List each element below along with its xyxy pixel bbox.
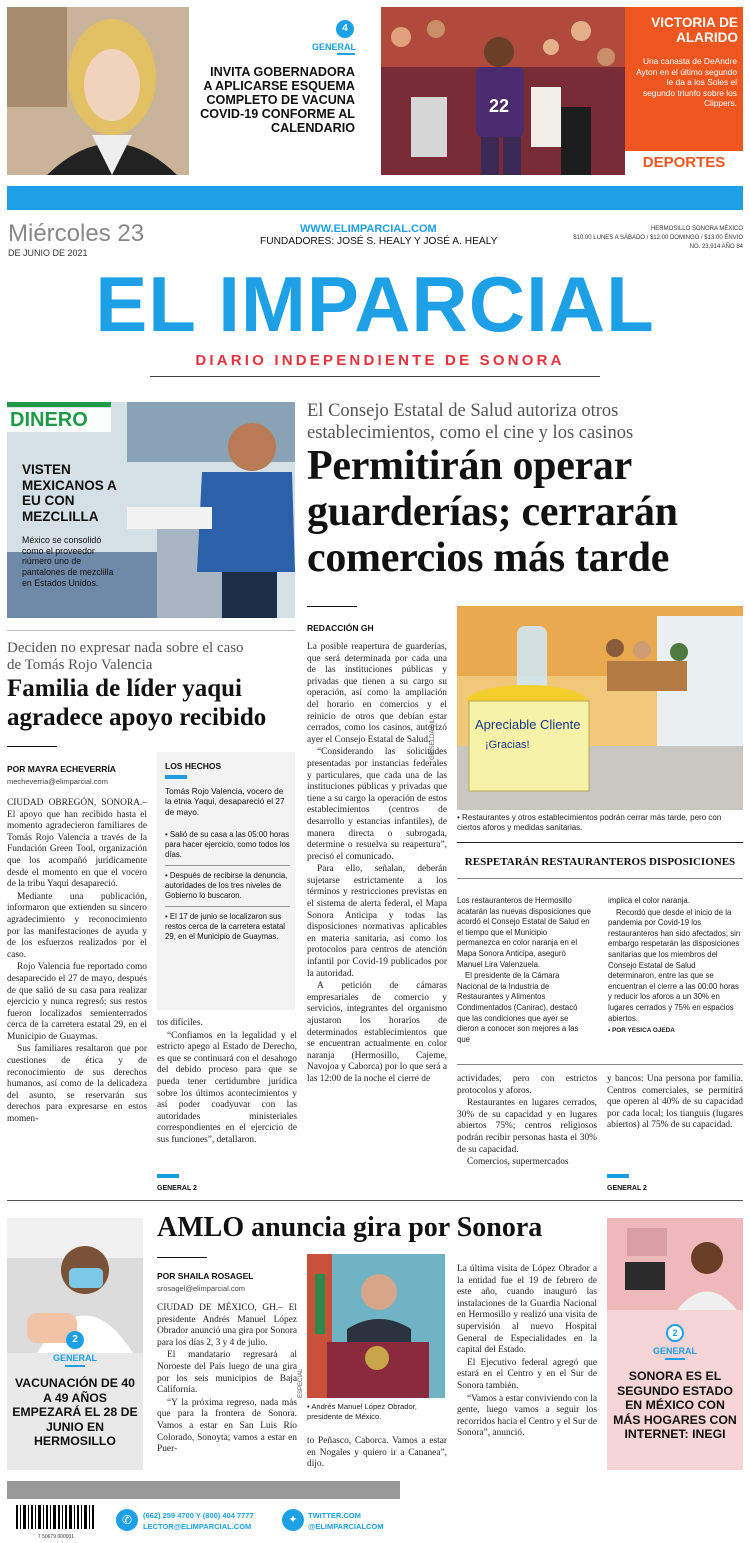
yaqui-top-rule bbox=[7, 630, 295, 631]
masthead-founders: FUNDADORES: JOSÉ S. HEALY Y JOSÉ A. HEALY bbox=[260, 236, 498, 247]
yaqui-col2-p1: tos difíciles. bbox=[157, 1018, 203, 1028]
internet-section: GENERAL bbox=[652, 1346, 697, 1356]
lead-col2 bbox=[457, 1074, 597, 1169]
footer-gray-band bbox=[7, 1481, 400, 1499]
facts-item-1: • Salió de su casa a las 05:00 horas para hacer ejercicio, como todos los días. bbox=[165, 830, 290, 859]
basketball-player-icon bbox=[381, 7, 625, 175]
vaccine-section-rule bbox=[65, 1365, 85, 1367]
yaqui-p3: Rojo Valencia fue reportado como desaparecido el 27 de mayo, después de que salió de su casa para realizar ejercicio y nunca regresó; sus restos fueron localizados semienterrados cerca de la carretera estatal 29, en el Municipio de Guaymas. bbox=[7, 962, 147, 1042]
yaqui-continued[interactable] bbox=[157, 1165, 197, 1192]
masthead-website[interactable]: WWW.ELIMPARCIAL.COM bbox=[300, 223, 437, 235]
yaqui-p2: Mediante una publicación, informaron que extienden su sincero agradecimiento y reconocimiento por las manifestaciones de ayuda y de los esfuerzos realizados por el caso. bbox=[7, 891, 147, 960]
sports-headline: VICTORIA DE ALARIDO bbox=[651, 15, 738, 45]
amlo-col3-p3: “Vamos a estar conviviendo con la gente, luego vamos a seguir los recorridos hacia el Centro y el Sur de Sonora”, anunció. bbox=[457, 1393, 597, 1439]
yaqui-headline[interactable]: Familia de líder yaqui agradece apoyo recibido bbox=[7, 675, 267, 731]
president-podium-icon bbox=[307, 1254, 445, 1398]
lead-headline[interactable]: Permitirán operar guarderías; cerrarán comercios más tarde bbox=[307, 443, 678, 581]
lead-byline: REDACCIÓN GH bbox=[307, 623, 374, 633]
amlo-byline-rule bbox=[157, 1257, 207, 1258]
lead-continued[interactable] bbox=[607, 1165, 647, 1192]
lead-col1-p4: A petición de cámaras empresariales de comercio y servicios, integrantes del organismo ajustaron los horarios de determinados establecimientos que se encuentran actualmente en color naranja (Hermosillo, Cajeme, Navojoa y Caborca) por lo que será a las 12:00 de la noche el cierre de bbox=[307, 981, 447, 1084]
facts-title: LOS HECHOS bbox=[165, 761, 222, 771]
lead-col2-p3: Comercios, supermercados bbox=[467, 1157, 569, 1168]
masthead-info2: $10.00 LUNES A SÁBADO / $12.00 DOMINGO / $13.00 ÉNVIO bbox=[573, 235, 743, 241]
masthead-title: EL IMPARCIAL bbox=[95, 260, 655, 348]
vaccine-number-badge: 2 bbox=[66, 1331, 84, 1349]
box-col1-p1: Los restauranteros de Hermosillo acatarán las nuevas disposiciones que acordó el Consejo Estatal de Salud en el tiempo que el Municipio permanezca en color naranja en el Mapa Sonora Anticipa, aseguró Manuel Lira Valenzuela. bbox=[457, 896, 591, 969]
box-col2 bbox=[608, 896, 743, 1037]
box-top-rule bbox=[457, 842, 743, 843]
dinero-text: México se consolidó como el proveedor número uno de pantalones de mezclilla en Estados Unidos. bbox=[22, 535, 114, 588]
lead-byline-rule bbox=[307, 606, 357, 607]
internet-headline[interactable]: SONORA ES EL SEGUNDO ESTADO EN MÉXICO CON MÁS HOGARES CON INTERNET: INEGI bbox=[613, 1369, 737, 1441]
box-title-rule bbox=[457, 878, 743, 879]
footer-phone: (662) 259 4700 Y (800) 404 7777 bbox=[143, 1511, 254, 1520]
story1-section: GENERAL bbox=[311, 42, 356, 52]
facts-intro: Tomás Rojo Valencia, vocero de la etnia Yaqui, desapareció el 27 de mayo. bbox=[165, 786, 285, 817]
twitter-icon: ✦ bbox=[282, 1509, 304, 1531]
yaqui-p4: Sus familiares resaltaron que por cuestiones de ética y de reconocimiento de sus derechos humanos, así como de la delicadeza del asunto, se reservarán sus derechos para expresarse en estos momen- bbox=[7, 1044, 147, 1125]
yaqui-continued-label: GENERAL 2 bbox=[157, 1185, 197, 1192]
footer-barcode bbox=[14, 1505, 98, 1540]
masthead-info3: NO. 23,914 AÑO 84 bbox=[689, 244, 743, 250]
amlo-col1-p2: El mandatario regresará al Noroeste del País luego de una gira por los seis municipios de Baja California. bbox=[157, 1350, 297, 1396]
internet-section-rule bbox=[665, 1358, 685, 1360]
restaurant-icon bbox=[457, 606, 743, 810]
lead-photo-credit: GRISELDA GIL bbox=[430, 718, 436, 760]
dinero-headline[interactable]: VISTEN MEXICANOS A EU CON MEZCLILLA bbox=[22, 462, 117, 524]
amlo-col1-p3: “Y la próxima regreso, nada más que para la frontera de Sonora. Vamos a estar en San Luis Río Colorado, Sonoyta; vamos a estar en Puer- bbox=[157, 1397, 297, 1455]
yaqui-col2 bbox=[157, 1018, 297, 1147]
yaqui-col2-p2: “Confiamos en la legalidad y el estricto apego al Estado de Derecho, es que se continuará con el desahogo del debido proceso para que se pueda tener certidumbre jurídica sobre los últimos acontecimientos y así poder coadyuvar con las autoridades ministeriales correspondientes en el ejercicio de sus funciones”, detallaron. bbox=[157, 1030, 297, 1145]
sports-photo bbox=[381, 7, 625, 175]
lead-photo bbox=[457, 606, 743, 810]
dinero-section: DINERO bbox=[7, 408, 111, 432]
lead-col3-p1: y bancos: Una persona por familia. Centros comerciales, se permitirá que operen al 40% de su capacidad por cada local; los tianguis (lugares abiertos) al 75% de su capacidad. bbox=[607, 1074, 743, 1131]
story1-section-rule bbox=[337, 53, 355, 55]
facts-item-3: • El 17 de junio se localizaron sus restos cerca de la carretera estatal 29, en el Municipio de Guaymas. bbox=[165, 912, 286, 941]
yaqui-email: mecheverria@elimparcial.com bbox=[7, 777, 108, 786]
dinero-green-bar bbox=[7, 402, 111, 407]
box-col2-p2: Recordó que desde el inicio de la pandemia por Covid-19 los restauranteros han sido afectados; sin embargo respetarán las disposiciones sanitarias que los miembros del Consejo Estatal de Salud determinaron, entre las que se encuentran el cierre a las 00:00 horas y reducir los aforos a un 30% en lugares cerrados y 75% en espacios abiertos. bbox=[608, 907, 741, 1023]
section-divider bbox=[7, 1200, 743, 1201]
lead-col3 bbox=[607, 1074, 743, 1132]
yaqui-byline: POR MAYRA ECHEVERRÍA bbox=[7, 764, 116, 774]
story1-number-badge: 4 bbox=[336, 20, 354, 38]
yaqui-continued-tag bbox=[157, 1174, 179, 1178]
lead-col1-p3: Para ello, señalan, deberán sujetarse estrictamente a los términos y restricciones previstas en el sistema de alerta federal, el Mapa Sonora Anticipa y todas las disposiciones normativas aplicables en materia sanitaria, así como los protocolos para centros de atención infantil por Covid-19 publicados por la autoridad. bbox=[307, 864, 447, 979]
yaqui-col1 bbox=[7, 798, 147, 1126]
masthead-weekday: Miércoles bbox=[8, 220, 111, 247]
amlo-email: srosagel@elimparcial.com bbox=[157, 1284, 246, 1293]
amlo-col3 bbox=[457, 1264, 597, 1440]
masthead-info1: HERMOSILLO SONORA MÉXICO bbox=[650, 226, 743, 232]
masthead-subtitle: DIARIO INDEPENDIENTE DE SONORA bbox=[195, 352, 565, 369]
lead-kicker: El Consejo Estatal de Salud autoriza otros establecimientos, como el cine y los casinos bbox=[307, 401, 634, 443]
box-col2-p1: implica el color naranja. bbox=[608, 896, 690, 905]
lead-photo-caption: • Restaurantes y otros establecimientos podrán cerrar más tarde, pero con ciertos aforos y medidas sanitarias. bbox=[457, 813, 722, 832]
footer-twitter: TWITTER.COM bbox=[308, 1511, 361, 1520]
svg-text:22: 22 bbox=[489, 96, 510, 116]
laptop-family-icon bbox=[607, 1218, 743, 1310]
story1-headline[interactable]: INVITA GOBERNADORA A APLICARSE ESQUEMA COMPLETO DE VACUNA COVID-19 CONFORME AL CALENDARIO bbox=[200, 65, 355, 135]
amlo-col3-p2: El Ejecutivo federal agregó que estará en el Centro y en el Sur de Sonora también. bbox=[457, 1357, 597, 1391]
footer-email[interactable]: LECTOR@ELIMPARCIAL.COM bbox=[143, 1522, 252, 1531]
amlo-photo-credit: ESPECIAL bbox=[298, 1368, 304, 1398]
lead-col1-p2: “Considerando las solicitudes presentadas por instancias federales y particulares, que cada una de las instituciones públicas y privadas que tiene a su cargo la operación de estos establecimientos (centros de desarrollo y estancias infantiles), de manera directa o subrogada, determine o resuelva su reapertura”, precisó el comunicado. bbox=[307, 747, 447, 862]
amlo-col2-p1: to Peñasco, Caborca. Vamos a estar en Nogales y quiero ir a Cananea”, dijo. bbox=[307, 1436, 447, 1470]
masthead-date: DE JUNIO DE 2021 bbox=[8, 248, 88, 258]
facts-item-2: • Después de recibirse la denuncia, autoridades de los tres niveles de Gobierno lo buscaron. bbox=[165, 871, 288, 900]
governor-photo bbox=[7, 7, 189, 175]
sign-line2: ¡Gracias! bbox=[485, 739, 530, 751]
sports-section-link[interactable]: DEPORTES bbox=[625, 151, 743, 175]
amlo-col1 bbox=[157, 1303, 297, 1456]
vaccine-section: GENERAL bbox=[52, 1353, 97, 1363]
amlo-headline[interactable]: AMLO anuncia gira por Sonora bbox=[157, 1212, 543, 1243]
lead-col2-p1: actividades, pero con estrictos protocolos y aforos. bbox=[457, 1074, 597, 1096]
lead-continued-label: GENERAL 2 bbox=[607, 1185, 647, 1192]
amlo-photo-caption: • Andrés Manuel López Obrador, presidente de México. bbox=[307, 1402, 417, 1421]
internet-number-badge: 2 bbox=[666, 1324, 684, 1342]
box-col2-byline: • POR YESICA OJEDA bbox=[608, 1027, 675, 1035]
box-col1 bbox=[457, 896, 591, 1045]
barcode-icon bbox=[14, 1505, 98, 1529]
amlo-photo bbox=[307, 1254, 445, 1398]
sports-text: Una canasta de DeAndre Ayton en el último segundo le da a los Soles el segundo triunfo sobre los Clippers. bbox=[636, 56, 737, 109]
facts-tag bbox=[165, 775, 187, 779]
box-col1-p2: El presidente de la Cámara Nacional de la Industria de Restaurantes y Alimentos Condimentados (Canirac), destacó que las condiciones que ayer se dieron a conocer son mejores a las que bbox=[457, 971, 579, 1044]
lead-continued-tag bbox=[607, 1174, 629, 1178]
amlo-byline: POR SHAILA ROSAGEL bbox=[157, 1271, 254, 1281]
masthead-rule bbox=[150, 376, 600, 377]
phone-icon: ✆ bbox=[116, 1509, 138, 1531]
vaccine-headline[interactable]: VACUNACIÓN DE 40 A 49 AÑOS EMPEZARÁ EL 28 DE JUNIO EN HERMOSILLO bbox=[12, 1376, 138, 1448]
box-bottom-rule bbox=[457, 1064, 743, 1065]
sign-line1: Apreciable Cliente bbox=[475, 717, 581, 732]
top-blue-band bbox=[7, 186, 743, 210]
lead-col2-p2: Restaurantes en lugares cerrados, 30% de su capacidad y en lugares abiertos 75%; centros religiosos podrán recibir personas hasta el 30% de su capacidad. bbox=[457, 1098, 597, 1155]
yaqui-byline-rule bbox=[7, 746, 57, 747]
yaqui-p1: CIUDAD OBREGÓN, SONORA.– El apoyo que han recibido hasta el momento agradecieron familiares de Tomás Rojo Valencia a través de la Fundación Green Tool, organización que los acompañó jurídicamente desde el momento en que el vocero de la tribu Yaqui desapareció. bbox=[7, 798, 147, 890]
barcode-number: 7 50679 000001 bbox=[37, 1534, 75, 1540]
box-title: RESPETARÁN RESTAURANTEROS DISPOSICIONES bbox=[464, 856, 736, 868]
governor-portrait-icon bbox=[7, 7, 189, 175]
lead-col1-p1: La posible reapertura de guarderías, que será determinada por cada una de las instituciones públicas y privadas que tienen a su cargo su operación, así como la ampliación del horario en comercios y el reinicio de otros que debían estar cerrados, como los casinos, autorizó ayer el Consejo Estatal de Salud. bbox=[307, 642, 447, 745]
amlo-col2 bbox=[307, 1436, 447, 1471]
yaqui-kicker: Deciden no expresar nada sobre el caso de Tomás Rojo Valencia bbox=[7, 640, 244, 673]
amlo-col3-p1: La última visita de López Obrador a la entidad fue el 19 de febrero de este año, cuando inauguró las instalaciones de la Guardia Nacional en Hermosillo y realizó una visita de supervisión al nuevo Hospital General de Especialidades en la capital del Estado. bbox=[457, 1264, 597, 1356]
amlo-col1-p1: CIUDAD DE MÉXICO, GH.– El presidente Andrés Manuel López Obrador anunció una gira por Sonora para los días 2, 3 y 4 de julio. bbox=[157, 1303, 297, 1348]
facts-list bbox=[165, 830, 290, 942]
masthead-day: 23 bbox=[117, 220, 145, 247]
lead-col1 bbox=[307, 642, 447, 1086]
footer-handle[interactable]: @ELIMPARCIALCOM bbox=[308, 1522, 384, 1531]
